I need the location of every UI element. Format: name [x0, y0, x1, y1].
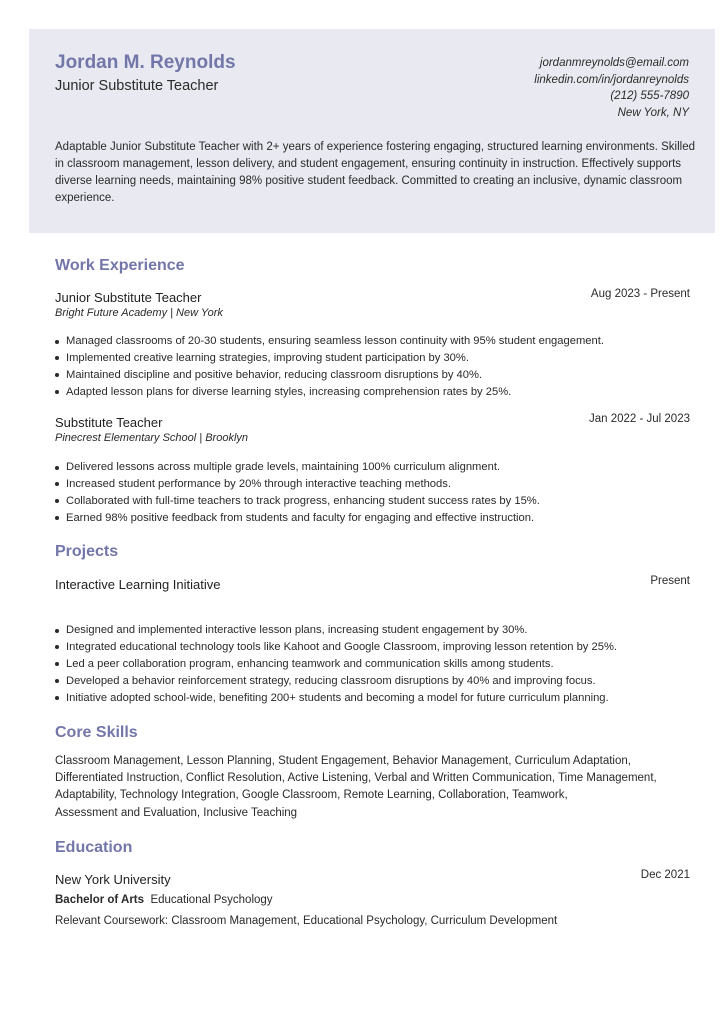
- skills-line: Classroom Management, Lesson Planning, Student Engagement, Behavior Management, Curriculum Adaptation,: [55, 755, 631, 767]
- skills-line: Assessment and Evaluation, Inclusive Teaching: [55, 806, 298, 819]
- list-item: Collaborated with full-time teachers to track progress, enhancing student success rates by 15%.: [55, 493, 695, 510]
- contact-email[interactable]: jordanmreynolds@email.com: [539, 57, 689, 69]
- job-bullets: [55, 459, 695, 527]
- education-school: New York University: [55, 872, 171, 887]
- candidate-title: Junior Substitute Teacher: [55, 78, 219, 94]
- education-degree: Bachelor of Arts: [55, 894, 145, 906]
- summary-text: Adaptable Junior Substitute Teacher with 2+ years of experience fostering engaging, structured learning environments. Skilled in classroom management, lesson delivery, and student engagement, ensuring continuity in instruction. Effectively supports diverse learning needs, maintaining 98% positive student feedback. Committed to creating an inclusive, dynamic classroom experience.: [55, 141, 696, 204]
- section-heading-skills: Core Skills: [55, 724, 138, 741]
- list-item: Managed classrooms of 20-30 students, ensuring seamless lesson continuity with 95% student engagement.: [55, 333, 695, 350]
- project-title: Interactive Learning Initiative: [55, 577, 221, 592]
- skills-line: Adaptability, Technology Integration, Google Classroom, Remote Learning, Collaboration, Teamwork,: [55, 789, 568, 802]
- list-item: Implemented creative learning strategies, improving student participation by 30%.: [55, 350, 695, 367]
- list-item: Maintained discipline and positive behavior, reducing classroom disruptions by 40%.: [55, 367, 695, 384]
- job-org: Bright Future Academy | New York: [55, 307, 223, 319]
- list-item: Developed a behavior reinforcement strategy, reducing classroom disruptions by 40% and improving focus.: [55, 673, 695, 690]
- job-date: Jan 2022 - Jul 2023: [588, 413, 690, 425]
- candidate-name: Jordan M. Reynolds: [55, 52, 236, 73]
- job-date: Aug 2023 - Present: [590, 288, 690, 300]
- project-bullets: [55, 622, 695, 707]
- education-field: Educational Psychology: [150, 894, 273, 906]
- list-item: Initiative adopted school-wide, benefiting 200+ students and becoming a model for future curriculum planning.: [55, 690, 695, 707]
- education-coursework: Relevant Coursework: Classroom Management, Educational Psychology, Curriculum Development: [55, 915, 558, 927]
- list-item: Delivered lessons across multiple grade levels, maintaining 100% curriculum alignment.: [55, 459, 695, 476]
- skills-line: Differentiated Instruction, Conflict Resolution, Active Listening, Verbal and Written Communication, Time Management,: [55, 772, 657, 785]
- list-item: Earned 98% positive feedback from students and faculty for engaging and effective instruction.: [55, 510, 695, 527]
- list-item: Adapted lesson plans for diverse learning styles, increasing comprehension rates by 25%.: [55, 384, 695, 401]
- list-item: Increased student performance by 20% through interactive teaching methods.: [55, 476, 695, 493]
- section-heading-work: Work Experience: [55, 257, 185, 274]
- education-degree-line: [55, 894, 273, 906]
- list-item: Integrated educational technology tools like Kahoot and Google Classroom, improving lesson retention by 25%.: [55, 639, 695, 656]
- section-heading-projects: Projects: [55, 543, 119, 560]
- contact-linkedin[interactable]: linkedin.com/in/jordanreynolds: [534, 73, 689, 86]
- skills-text: [55, 753, 685, 822]
- job-org: Pinecrest Elementary School | Brooklyn: [55, 432, 248, 444]
- project-date: Present: [650, 575, 690, 587]
- contact-block: [534, 55, 689, 122]
- section-heading-education: Education: [55, 839, 133, 856]
- contact-location: New York, NY: [617, 107, 689, 120]
- list-item: Led a peer collaboration program, enhancing teamwork and communication skills among students.: [55, 656, 695, 673]
- job-bullets: [55, 333, 695, 401]
- job-title: Substitute Teacher: [55, 415, 163, 430]
- header-band: [29, 29, 715, 233]
- list-item: Designed and implemented interactive lesson plans, increasing student engagement by 30%.: [55, 622, 695, 639]
- education-date: Dec 2021: [640, 869, 690, 881]
- contact-phone: (212) 555-7890: [610, 90, 689, 103]
- job-title: Junior Substitute Teacher: [55, 290, 202, 305]
